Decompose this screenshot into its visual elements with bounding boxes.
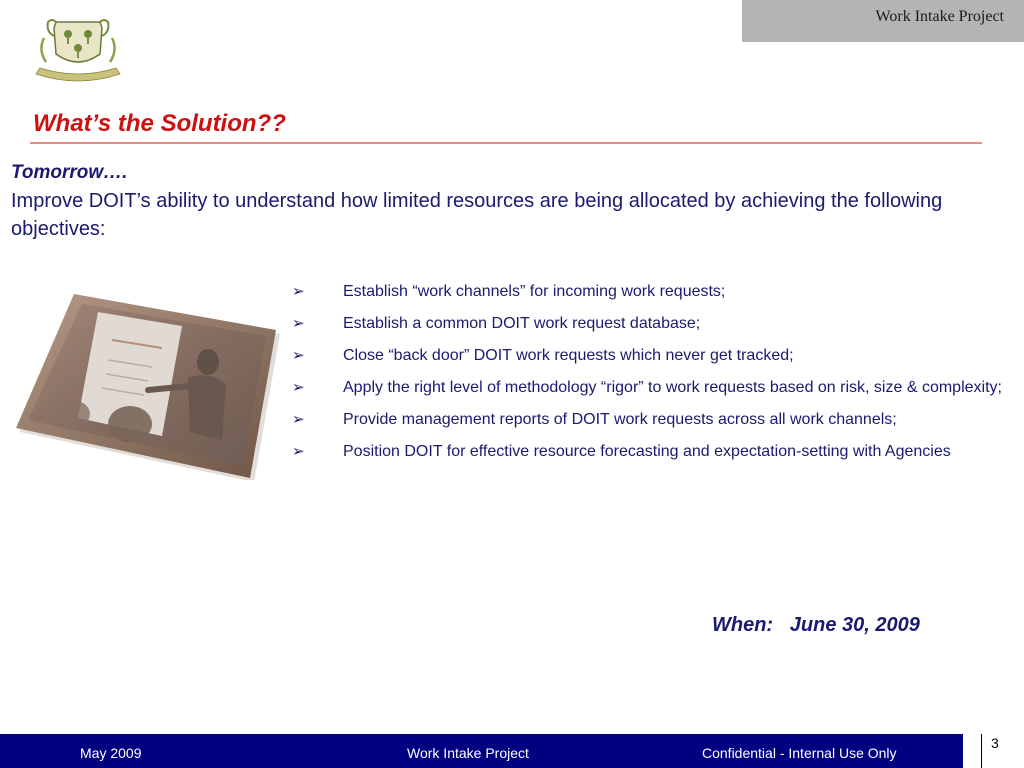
list-item-text: Position DOIT for effective resource forecasting and expectation-setting with Agencies: [343, 443, 951, 460]
list-item: [290, 280, 1020, 304]
list-item-text: Establish a common DOIT work request database;: [343, 315, 701, 332]
footer-divider: [981, 734, 982, 768]
arrow-bullet-icon: ➢: [292, 443, 305, 460]
objectives-list: [290, 280, 1020, 472]
list-item-text: Apply the right level of methodology “rigor” to work requests based on risk, size & complexity;: [343, 379, 1002, 396]
footer-date: May 2009: [80, 745, 142, 761]
target-date: When: June 30, 2009: [712, 614, 920, 636]
list-item: [290, 408, 1020, 432]
slide-subtitle: Tomorrow….: [11, 162, 128, 183]
header-project-label: Work Intake Project: [875, 8, 1004, 25]
arrow-bullet-icon: ➢: [292, 315, 305, 332]
list-item-text: Provide management reports of DOIT work requests across all work channels;: [343, 411, 897, 428]
list-item-text: Establish “work channels” for incoming work requests;: [343, 283, 726, 300]
arrow-bullet-icon: ➢: [292, 411, 305, 428]
title-divider: [30, 142, 982, 144]
list-item-text: Close “back door” DOIT work requests which never get tracked;: [343, 347, 794, 364]
arrow-bullet-icon: ➢: [292, 379, 305, 396]
page-number: 3: [991, 735, 999, 751]
arrow-bullet-icon: ➢: [292, 347, 305, 364]
arrow-bullet-icon: ➢: [292, 283, 305, 300]
header-tab: [742, 0, 1024, 42]
list-item: [290, 440, 1020, 464]
slide-title: What’s the Solution??: [33, 110, 286, 137]
presenter-at-flipchart-photo: [12, 290, 282, 480]
list-item: [290, 376, 1020, 400]
state-seal-logo: [30, 14, 126, 86]
footer-project: Work Intake Project: [407, 745, 529, 761]
list-item: [290, 344, 1020, 368]
footer-confidentiality: Confidential - Internal Use Only: [702, 745, 897, 761]
intro-paragraph: Improve DOIT’s ability to understand how limited resources are being allocated by achieving the following objectives:: [11, 190, 943, 240]
list-item: [290, 312, 1020, 336]
